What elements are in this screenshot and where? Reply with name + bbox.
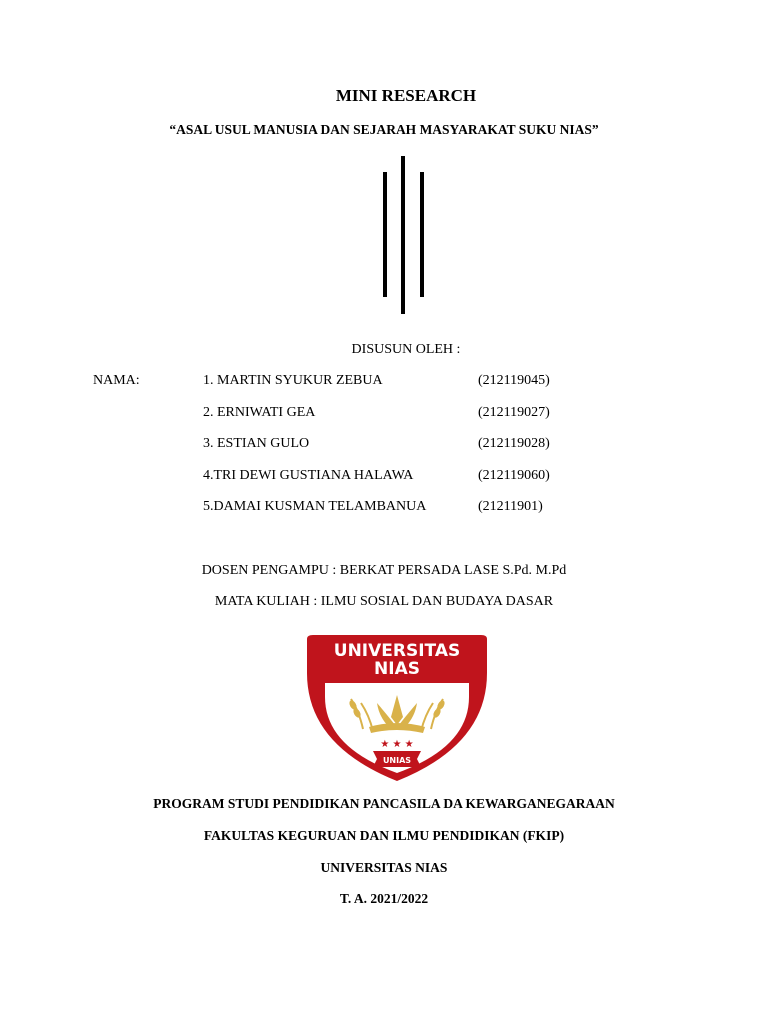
member-name: 4.TRI DEWI GUSTIANA HALAWA [203,468,414,483]
member-id: (212119045) [478,373,550,388]
members-label: NAMA: [93,373,140,388]
logo-line1: UNIVERSITAS [333,641,461,661]
member-name: 2. ERNIWATI GEA [203,405,316,420]
member-id: (212119028) [478,436,550,451]
member-name: 1. MARTIN SYUKUR ZEBUA [203,373,383,388]
member-id: (212119060) [478,468,550,483]
compiled-by-label: DISUSUN OLEH : [351,342,461,357]
university-logo [303,633,491,783]
logo-line2: NIAS [374,659,420,679]
document-title: MINI RESEARCH [335,86,477,105]
member-name: 5.DAMAI KUSMAN TELAMBANUA [203,499,427,514]
svg-text:★ ★ ★: ★ ★ ★ [380,739,414,750]
logo-ribbon: UNIAS [382,756,412,765]
academic-year-line: T. A. 2021/2022 [339,891,429,906]
course-line: MATA KULIAH : ILMU SOSIAL DAN BUDAYA DASAR [214,594,554,609]
lecturer-line: DOSEN PENGAMPU : BERKAT PERSADA LASE S.Pd. M.Pd [201,563,567,578]
university-line: UNIVERSITAS NIAS [320,860,448,875]
program-line: PROGRAM STUDI PENDIDIKAN PANCASILA DA KEWARGANEGARAAN [153,796,615,811]
stars-icon [380,739,413,750]
faculty-line: FAKULTAS KEGURUAN DAN ILMU PENDIDIKAN (FKIP) [203,828,565,843]
document-subtitle: “ASAL USUL MANUSIA DAN SEJARAH MASYARAKAT SUKU NIAS” [169,122,599,137]
member-id: (212119027) [478,405,550,420]
member-name: 3. ESTIAN GULO [203,436,310,451]
vertical-lines-ornament [370,152,430,320]
member-id: (21211901) [478,499,543,514]
